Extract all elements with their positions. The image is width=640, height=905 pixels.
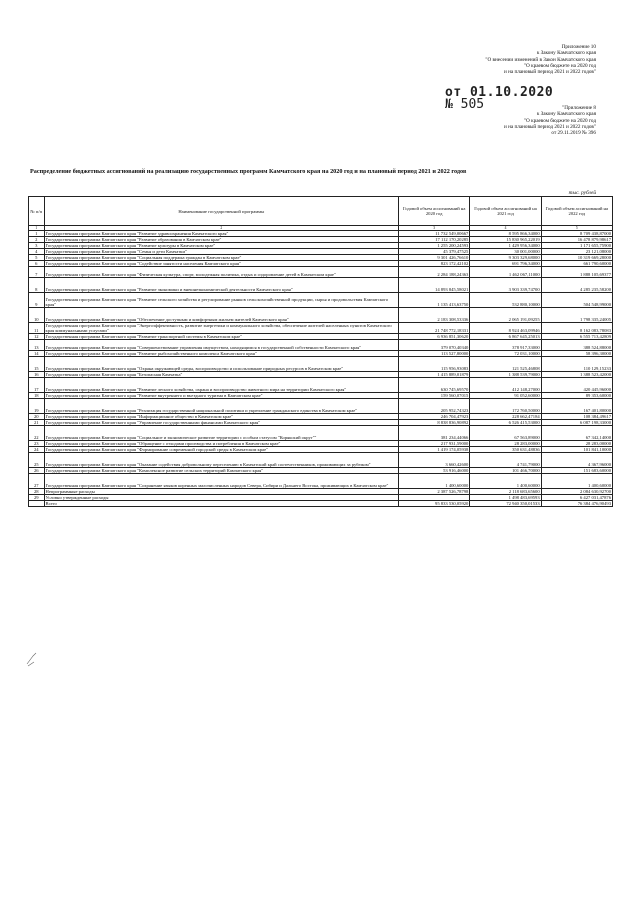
value-2022: 1 171 655,75900 bbox=[541, 243, 612, 249]
row-number: 19 bbox=[29, 399, 45, 414]
program-name: Государственная программа Камчатского края "Семья и дети Камчатки" bbox=[44, 249, 399, 255]
header-line: "О внесении изменений в Закон Камчатского края bbox=[485, 56, 596, 63]
value-2021: 28 283,00000 bbox=[470, 441, 541, 447]
value-2020: 381 234,44066 bbox=[399, 426, 470, 441]
value-2022: 23 121,08000 bbox=[541, 249, 612, 255]
row-number: 17 bbox=[29, 378, 45, 393]
program-name: Государственная программа Камчатского края "Содействие занятости населения Камчатского края" bbox=[44, 261, 399, 267]
value-2021: 1 498 483,69593 bbox=[470, 495, 541, 501]
value-2022: 67 342,14000 bbox=[541, 426, 612, 441]
row-number: 16 bbox=[29, 372, 45, 378]
row-number: 24 bbox=[29, 447, 45, 453]
col-number: 1 bbox=[29, 226, 45, 231]
document-title: Распределение бюджетных ассигнований на реализацию государственных программ Камчатского края на 2020 год и на плановый период 2021 и 2022 годов bbox=[30, 168, 467, 175]
value-2022: 1 798 335,24005 bbox=[541, 308, 612, 323]
value-2022: 16 478 879,98617 bbox=[541, 237, 612, 243]
program-name: Государственная программа Камчатского края "Развитие культуры в Камчатском крае" bbox=[44, 243, 399, 249]
table-row bbox=[29, 357, 613, 372]
header-line: и на плановый период 2021 и 2022 годов" bbox=[504, 123, 596, 130]
table-row bbox=[29, 308, 613, 323]
table-header-row bbox=[29, 197, 613, 226]
row-number: 13 bbox=[29, 340, 45, 351]
col-number: 5 bbox=[541, 226, 612, 231]
value-2021: 378 917,33000 bbox=[470, 340, 541, 351]
row-number: 22 bbox=[29, 426, 45, 441]
program-name: Государственная программа Камчатского края "Безопасная Камчатка" bbox=[44, 372, 399, 378]
value-2022: 388 524,88000 bbox=[541, 340, 612, 351]
program-name: Государственная программа Камчатского края "Охрана окружающей среды, воспроизводство и использование природных ресурсов в Камчатском крае" bbox=[44, 357, 399, 372]
value-2020: 2 183 308,53336 bbox=[399, 308, 470, 323]
row-number: 11 bbox=[29, 323, 45, 334]
row-number: 8 bbox=[29, 278, 45, 293]
value-2020: 1 255 200,24593 bbox=[399, 243, 470, 249]
col-header-num: № п/п bbox=[29, 197, 45, 226]
value-2020: 630 745,69570 bbox=[399, 378, 470, 393]
value-2020: 3 660,42600 bbox=[399, 453, 470, 468]
value-2020: 95 833 530,05920 bbox=[399, 501, 470, 507]
table-row bbox=[29, 378, 613, 393]
row-number: 5 bbox=[29, 255, 45, 261]
value-2022: 76 384 476,90493 bbox=[541, 501, 612, 507]
value-2021: 2 065 191,09255 bbox=[470, 308, 541, 323]
value-2021: 1 462 067,11000 bbox=[470, 267, 541, 278]
header-line: от 29.11.2019 № 396 bbox=[551, 130, 596, 137]
program-name: Государственная программа Камчатского края "Развитие образования в Камчатском крае" bbox=[44, 237, 399, 243]
value-2021: 30 001,00000 bbox=[470, 249, 541, 255]
value-2021: 412 148,27000 bbox=[470, 378, 541, 393]
col-header-2022: Годовой объем ассигнований на 2022 год bbox=[541, 197, 612, 226]
table-row bbox=[29, 399, 613, 414]
value-2020: 159 560,07015 bbox=[399, 393, 470, 399]
value-2020: 379 070,40340 bbox=[399, 340, 470, 351]
row-number: 7 bbox=[29, 267, 45, 278]
value-2020: 11 732 549,00667 bbox=[399, 231, 470, 237]
row-number: 4 bbox=[29, 249, 45, 255]
value-2022: 6 427 031,47876 bbox=[541, 495, 612, 501]
value-2022: 4 285 235,58200 bbox=[541, 278, 612, 293]
table-row bbox=[29, 340, 613, 351]
row-number: 3 bbox=[29, 243, 45, 249]
program-name: Условно утвержденные расходы bbox=[44, 495, 399, 501]
table-row bbox=[29, 267, 613, 278]
value-2022: 6 555 713,42809 bbox=[541, 334, 612, 340]
table-row bbox=[29, 474, 613, 489]
program-name: Государственная программа Камчатского края "Развитие внутреннего и въездного туризма в Камчатском крае" bbox=[44, 393, 399, 399]
value-2020: 1 400,60000 bbox=[399, 474, 470, 489]
value-2020: 113 527,80000 bbox=[399, 351, 470, 357]
value-2021: 8 924 463,09946 bbox=[470, 323, 541, 334]
program-name: Государственная программа Камчатского края "Развитие рыбохозяйственного комплекса Камчатского края" bbox=[44, 351, 399, 357]
header-line: "Приложение 8 bbox=[562, 105, 596, 111]
table-row bbox=[29, 323, 613, 334]
program-name: Государственная программа Камчатского края "Энергоэффективность, развитие энергетики и коммунального хозяйства, обеспечение жителей населенных пунктов Камчатского края коммунальными услугами" bbox=[44, 323, 399, 334]
program-name: Государственная программа Камчатского края "Физическая культура, спорт, молодежная политика, отдых и оздоровление детей в Камчатском крае" bbox=[44, 267, 399, 278]
value-2021: 1 429 956,34000 bbox=[470, 243, 541, 249]
program-name: Государственная программа Камчатского края "Комплексное развитие сельских территорий Камчатского края" bbox=[44, 468, 399, 474]
value-2022: 8 162 083,78083 bbox=[541, 323, 612, 334]
row-number: 14 bbox=[29, 351, 45, 357]
program-name: Государственная программа Камчатского края "Развитие сельского хозяйства и регулирование рынков сельскохозяйственной продукции, сырья и продовольствия Камчатского края" bbox=[44, 293, 399, 308]
value-2021: 101 466,70000 bbox=[470, 468, 541, 474]
row-number: 29 bbox=[29, 495, 45, 501]
value-2021: 15 830 965,22019 bbox=[470, 237, 541, 243]
program-name: Непрограммные расходы bbox=[44, 489, 399, 495]
row-number: 10 bbox=[29, 308, 45, 323]
header-line: к Закону Камчатского края bbox=[536, 50, 596, 57]
value-2021: 228 662,47184 bbox=[470, 414, 541, 420]
program-name: Государственная программа Камчатского края "Социальная поддержка граждан в Камчатском крае" bbox=[44, 255, 399, 261]
value-2022: 89 353,60000 bbox=[541, 393, 612, 399]
row-number: 15 bbox=[29, 357, 45, 372]
value-2022: 504 548,99000 bbox=[541, 293, 612, 308]
value-2020: 246 704,47923 bbox=[399, 414, 470, 420]
value-2021: 72 940 350,01533 bbox=[470, 501, 541, 507]
program-name: Государственная программа Камчатского края "Управление государственными финансами Камчатского края" bbox=[44, 420, 399, 426]
value-2021: 8 595 866,34000 bbox=[470, 231, 541, 237]
value-2021: 72 031,10000 bbox=[470, 351, 541, 357]
row-number: 25 bbox=[29, 453, 45, 468]
value-2022: 661 790,60000 bbox=[541, 261, 612, 267]
row-number: 21 bbox=[29, 420, 45, 426]
program-name: Государственная программа Камчатского края "Информационное общество в Камчатском крае" bbox=[44, 414, 399, 420]
value-2022: 1 888 105,69377 bbox=[541, 267, 612, 278]
row-number: 2 bbox=[29, 237, 45, 243]
value-2020: 14 893 845,58021 bbox=[399, 278, 470, 293]
row-number: 6 bbox=[29, 261, 45, 267]
value-2021: 121 525,46808 bbox=[470, 357, 541, 372]
row-number: 9 bbox=[29, 293, 45, 308]
program-name: Государственная программа Камчатского края "Совершенствование управления имуществом, находящимся в государственной собственности Камчатского края" bbox=[44, 340, 399, 351]
value-2020: 53 916,46000 bbox=[399, 468, 470, 474]
table-row bbox=[29, 426, 613, 441]
value-2021: 1 388 539,79000 bbox=[470, 372, 541, 378]
program-name: Государственная программа Камчатского края "Развитие транспортной системы в Камчатском крае" bbox=[44, 334, 399, 340]
row-number: 27 bbox=[29, 474, 45, 489]
value-2021: 172 760,50000 bbox=[470, 399, 541, 414]
program-name: Государственная программа Камчатского края "Развитие лесного хозяйства, охрана и воспроизводство животного мира на территории Камчатского края" bbox=[44, 378, 399, 393]
row-number: 28 bbox=[29, 489, 45, 495]
program-name: Государственная программа Камчатского края "Обращение с отходами производства и потребления в Камчатском крае" bbox=[44, 441, 399, 447]
row-number: 26 bbox=[29, 468, 45, 474]
col-number: 2 bbox=[44, 226, 399, 231]
row-number bbox=[29, 501, 45, 507]
value-2021: 1 400,60000 bbox=[470, 474, 541, 489]
value-2020: 17 112 170,20285 bbox=[399, 237, 470, 243]
value-2022: 10 319 669,28000 bbox=[541, 255, 612, 261]
program-name: Государственная программа Камчатского края "Реализация государственной национальной политики и укрепление гражданского единства в Камчатском крае" bbox=[44, 399, 399, 414]
pen-mark-icon bbox=[25, 650, 39, 668]
program-name: Государственная программа Камчатского края "Развитие экономики и внешнеэкономической деятельности Камчатского края" bbox=[44, 278, 399, 293]
value-2022: 1 388 523,42000 bbox=[541, 372, 612, 378]
stamp-date: от 01.10.2020 bbox=[445, 85, 554, 100]
value-2021: 532 880,10000 bbox=[470, 293, 541, 308]
value-2022: 4 367,96000 bbox=[541, 453, 612, 468]
appendix-header-original bbox=[396, 105, 596, 136]
value-2020: 217 931,59000 bbox=[399, 441, 470, 447]
value-2020: 1 415 889,01879 bbox=[399, 372, 470, 378]
value-2020: 9 301 426,76610 bbox=[399, 255, 470, 261]
value-2021: 9 303 329,68000 bbox=[470, 255, 541, 261]
program-name: Государственная программа Камчатского края "Оказание содействия добровольному переселению в Камчатский край соотечественников, проживающих за рубежом" bbox=[44, 453, 399, 468]
value-2022: 8 709 438,87000 bbox=[541, 231, 612, 237]
header-line: Приложение 10 bbox=[561, 44, 596, 50]
value-2021: 4 741,79000 bbox=[470, 453, 541, 468]
value-2022: 1 400,60000 bbox=[541, 474, 612, 489]
row-number: 23 bbox=[29, 441, 45, 447]
value-2022: 108 384,49617 bbox=[541, 414, 612, 420]
value-2021: 3 903 339,74700 bbox=[470, 278, 541, 293]
col-number: 4 bbox=[470, 226, 541, 231]
program-name: Государственная программа Камчатского края "Формирование современной городской среды в Камчатском крае" bbox=[44, 447, 399, 453]
program-name: Государственная программа Камчатского края "Социальное и экономическое развитие территории с особым статусом "Корякский округ"" bbox=[44, 426, 399, 441]
row-number: 12 bbox=[29, 334, 45, 340]
value-2021: 91 052,60000 bbox=[470, 393, 541, 399]
program-name: Государственная программа Камчатского края "Развитие здравоохранения Камчатского края" bbox=[44, 231, 399, 237]
table-body bbox=[29, 231, 613, 507]
header-line: и на плановый период 2021 и 2022 годов" bbox=[504, 69, 596, 76]
value-2020: 45 379,47525 bbox=[399, 249, 470, 255]
value-2020: 205 952,74323 bbox=[399, 399, 470, 414]
unit-label: тыс. рублей bbox=[568, 190, 596, 196]
table-row bbox=[29, 278, 613, 293]
value-2020: 823 172,42102 bbox=[399, 261, 470, 267]
header-line: "О краевом бюджете на 2020 год bbox=[523, 62, 596, 69]
value-2021: 6 526 415,53000 bbox=[470, 420, 541, 426]
table-row bbox=[29, 453, 613, 468]
value-2021: 67 563,89000 bbox=[470, 426, 541, 441]
value-2022: 151 683,60000 bbox=[541, 468, 612, 474]
value-2022: 58 396,30000 bbox=[541, 351, 612, 357]
col-number: 3 bbox=[399, 226, 470, 231]
col-header-name: Наименование государственной программы bbox=[44, 197, 399, 226]
value-2020: 21 748 772,18331 bbox=[399, 323, 470, 334]
value-2022: 101 841,10000 bbox=[541, 447, 612, 453]
value-2020: 1 135 413,63750 bbox=[399, 293, 470, 308]
budget-table bbox=[28, 196, 613, 507]
value-2022: 420 445,96000 bbox=[541, 378, 612, 393]
value-2022: 28 283,00000 bbox=[541, 441, 612, 447]
program-name: Государственная программа Камчатского края "Обеспечение доступным и комфортным жильем жителей Камчатского края" bbox=[44, 308, 399, 323]
table-row bbox=[29, 501, 613, 507]
value-2020: 2 387 526,78798 bbox=[399, 489, 470, 495]
col-header-2020: Годовой объем ассигнований на 2020 год bbox=[399, 197, 470, 226]
value-2022: 167 401,80000 bbox=[541, 399, 612, 414]
value-2022: 2 084 630,92700 bbox=[541, 489, 612, 495]
row-number: 1 bbox=[29, 231, 45, 237]
program-name: Всего bbox=[44, 501, 399, 507]
appendix-header bbox=[366, 44, 596, 75]
value-2020: 2 284 188,24363 bbox=[399, 267, 470, 278]
value-2020: 1 419 174,05938 bbox=[399, 447, 470, 453]
value-2020: 115 956,93083 bbox=[399, 357, 470, 372]
row-number: 20 bbox=[29, 414, 45, 420]
value-2022: 6 087 198,33000 bbox=[541, 420, 612, 426]
value-2021: 6 867 645,25013 bbox=[470, 334, 541, 340]
row-number: 18 bbox=[29, 393, 45, 399]
value-2020: 6 936 851,30620 bbox=[399, 334, 470, 340]
value-2021: 350 631,48836 bbox=[470, 447, 541, 453]
table-row bbox=[29, 293, 613, 308]
value-2021: 691 796,34000 bbox=[470, 261, 541, 267]
program-name: Государственная программа Камчатского края "Сохранение языков коренных малочисленных народов Севера, Сибири и Дальнего Востока, проживающих в Камчатском крае" bbox=[44, 474, 399, 489]
header-line: к Закону Камчатского края bbox=[536, 111, 596, 118]
value-2020: 8 838 836,90892 bbox=[399, 420, 470, 426]
header-line: "О краевом бюджете на 2020 год bbox=[523, 117, 596, 124]
col-header-2021: Годовой объем ассигнований на 2021 год bbox=[470, 197, 541, 226]
value-2021: 2 118 683,65600 bbox=[470, 489, 541, 495]
stamp-number: № 505 bbox=[445, 97, 485, 112]
value-2022: 110 129,15233 bbox=[541, 357, 612, 372]
